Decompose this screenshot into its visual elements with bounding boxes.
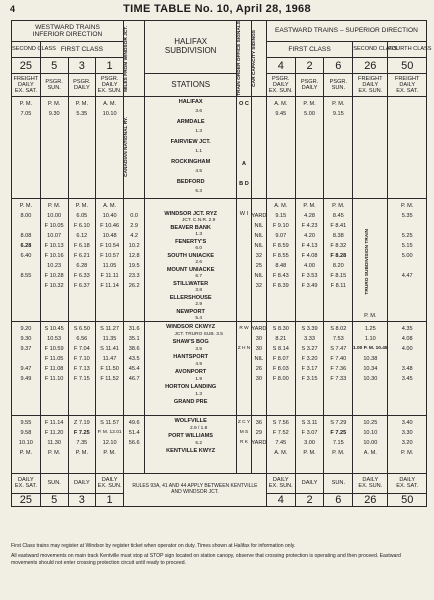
subdivision-vertical-label: CANADIAN NATIONAL RY. — [123, 96, 144, 198]
east-first-class: FIRST CLASS — [266, 41, 352, 57]
station-name: WINDSOR CKWYZ — [166, 323, 216, 330]
train-type: PSGR. SUN. — [40, 74, 68, 97]
car-capacity-header: CAR CAPACITY SIDINGS — [251, 21, 266, 97]
train-number: 6 — [324, 58, 353, 74]
station-name: ARMDALE — [176, 119, 205, 126]
page-number: 4 — [10, 4, 16, 14]
section-halifax-bedford: P. M. 7.05 P. M. 9.30 P. M. 5.35 A. M. 10.10 CANADIAN NATIONAL RY. HALIFAX 3.6 ARMDALE 1.3 FAIRVIEW JCT. 1.1 ROCKINGHAM 4.5 BEDFORD 5.3 O C A B D A. M. 9.45 P. M. 5.00 P. M. 9.15 — [12, 96, 427, 198]
stations-header: STATIONS — [145, 74, 237, 97]
train-number: 25 — [12, 493, 41, 506]
train-type: SUN. — [40, 473, 68, 493]
rules-note: RULES 93A, 41 AND 44 APPLY BETWEEN KENTVILLE AND WINDSOR JCT. — [123, 473, 266, 506]
west-first-class: FIRST CLASS — [40, 41, 123, 57]
train-number: 4 — [266, 493, 295, 506]
halifax-subdivision: HALIFAX SUBDIVISION — [145, 21, 237, 74]
westward-header: WESTWARD TRAINS INFERIOR DIRECTION — [12, 21, 124, 42]
station-name: KENTVILLE KWYZ — [166, 447, 216, 454]
station-name: ROCKINGHAM — [171, 159, 211, 166]
train-number: 26 — [353, 58, 388, 74]
train-number: 2 — [295, 58, 324, 74]
station-name: AVONPORT — [175, 368, 207, 375]
station-name: PORT WILLIAMS — [168, 432, 214, 439]
train-type: FREIGHT DAILY EX. SAT. — [12, 74, 41, 97]
east-fourth-class: FOURTH CLASS — [388, 41, 427, 57]
train-type: FREIGHT DAILY EX. SAT. — [388, 74, 427, 97]
station-name: HALIFAX — [178, 99, 203, 106]
train-number: 5 — [40, 58, 68, 74]
section-windsorjct-newport: P. M. 8.00 8.08 6.28 6.40 8.55 P. M. 10.00 F 10.05 10.07 F 10.13 F 10.16 10.23 F 10.28 F 10.32 P. M. 6.05 F 6.10 6.12 F 6.18 F 6.21 6.28 F 6.33 F 6.37 A. M. 10.40 F 10.46 10.48 F 10.54 F 10.57 11.05 F 11.11 F 11.14 0.0 2.9 4.2 10.2 12.8 19.5 23.3 26.2 WINDSOR JCT. RYZ JCT. C.N.R. 2.9 BEAVER BANK 1.3 FENERTY'S 6.0 SOUTH UNIACKE 2.6 MOUNT UNIACKE 6.7 STILLWATER 3.8 ELLERSHOUSE 2.9 NEWPORT 5.4 W I YARD NIL NIL NIL 32 25 NIL 32 A. M. 9.15 F 9.10 9.07 F 8.59 F 8.55 8.48 F 8.43 F 8.39 P. M. 4.28 F 4.23 4.20 F 4.13 F 4.08 4.00 F 3.53 F 3.49 P. M. 8.45 F 8.41 8.38 F 8.32 F 8.28 8.20 F 8.15 F 8.11 TRURO SUBDIVISION TRAIN P. M. P. M. 5.35 5.25 5.15 5.00 4.47 — [12, 198, 427, 321]
stations-list-3: WINDSOR CKWYZ JCT. TRURO SUB. 3.5 SHAW'S BOG 3.5 HANTSPORT 4.9 AVONPORT 1.9 HORTON LANDING 1.3 GRAND PRE — [145, 321, 237, 415]
station-name: BEAVER BANK — [170, 224, 211, 231]
footnote: First Class trains may register at Windsor by register ticket when operator on duty. Times shown at Halifax for information only. — [11, 543, 296, 549]
timetable — [11, 20, 432, 507]
train-number: 50 — [388, 58, 427, 74]
station-name: WOLFVILLE — [174, 417, 207, 424]
truro-subdivision-label: TRURO SUBDIVISION TRAIN P. M. — [353, 198, 388, 321]
stations-list-1: HALIFAX 3.6 ARMDALE 1.3 FAIRVIEW JCT. 1.1 ROCKINGHAM 4.5 BEDFORD 5.3 — [145, 96, 237, 198]
station-name: WINDSOR JCT. RYZ — [164, 210, 217, 217]
train-type: PSGR. DAILY EX. SUN. — [96, 74, 124, 97]
train-number: 1 — [96, 58, 124, 74]
station-name: FAIRVIEW JCT. — [170, 139, 211, 146]
train-number: 4 — [266, 58, 295, 74]
train-number: 3 — [68, 493, 96, 506]
stations-list-4: WOLFVILLE 2.9 / 1.8 PORT WILLIAMS 5.2 KENTVILLE KWYZ — [145, 415, 237, 473]
train-type: FREIGHT DAILY EX. SUN. — [353, 74, 388, 97]
station-name: ELLERSHOUSE — [169, 294, 212, 301]
station-name: SOUTH UNIACKE — [167, 252, 214, 259]
stations-list-2: WINDSOR JCT. RYZ JCT. C.N.R. 2.9 BEAVER BANK 1.3 FENERTY'S 6.0 SOUTH UNIACKE 2.6 MOUNT UNIACKE 6.7 STILLWATER 3.8 ELLERSHOUSE 2.9 NEWPORT 5.4 — [145, 198, 237, 321]
station-name: HANTSPORT — [173, 353, 209, 360]
station-name: HORTON LANDING — [165, 383, 217, 390]
east-second-class: SECOND CLASS — [353, 41, 388, 57]
train-number: 5 — [40, 493, 68, 506]
train-type: PSGR. DAILY — [68, 74, 96, 97]
train-type: PSGR. DAILY — [295, 74, 324, 97]
station-name: GRAND PRE — [173, 398, 208, 405]
train-number: 50 — [388, 493, 427, 506]
station-name: FENERTY'S — [175, 238, 207, 245]
train-number: 6 — [324, 493, 353, 506]
footnote: All eastward movements on main track Kentville must stop at STOP sign located on station canopy, observe that crossing protection is operating and then proceed. Eastward movements should not enter crossing protection circuit until ready to proceed. — [11, 552, 401, 566]
train-type: DAILY — [295, 473, 324, 493]
miles-header: MILES FROM WINDSOR JCT. — [123, 21, 144, 97]
station-name: BEDFORD — [176, 179, 205, 186]
section-wolfville-kentville: 9.55 9.58 10.10 P. M. F 11.14 F 11.20 11.30 P. M. Z 7.19 F 7.25 7.35 P. M. S 11.57 P. M. 12.01 12.10 P. M. 49.6 51.4 56.6 WOLFVILLE 2.9 / 1.8 PORT WILLIAMS 5.2 KENTVILLE KWYZ Z C Y M S R K 36 29 YARD S 7.56 F 7.52 7.45 A. M. S 3.11 F 3.07 3.00 P. M. S 7.29 F 7.25 7.15 P. M. 10.25 10.10 10.00 A. M. 3.40 3.30 3.20 P. M. — [12, 415, 427, 473]
station-name: SHAW'S BOG — [172, 338, 209, 345]
train-number: 26 — [353, 493, 388, 506]
train-type: PSGR. SUN. — [324, 74, 353, 97]
train-type: SUN. — [324, 473, 353, 493]
footnotes — [11, 543, 427, 570]
eastward-header: EASTWARD TRAINS – SUPERIOR DIRECTION — [266, 21, 426, 42]
train-type: DAILY EX. SUN. — [96, 473, 124, 493]
train-type: DAILY EX. SAT. — [12, 473, 41, 493]
west-second-class: SECOND CLASS — [12, 41, 41, 57]
train-number: 3 — [68, 58, 96, 74]
station-name: STILLWATER — [173, 280, 209, 287]
page-title: TIME TABLE No. 10, April 28, 1968 — [123, 3, 311, 15]
train-number: 25 — [12, 58, 41, 74]
train-number: 2 — [295, 493, 324, 506]
train-type: DAILY EX. SAT. — [388, 473, 427, 493]
train-type: DAILY EX. SUN. — [266, 473, 295, 493]
train-type: DAILY EX. SUN. — [353, 473, 388, 493]
train-type: PSGR. DAILY EX. SUN. — [266, 74, 295, 97]
train-order-header: TRAIN ORDER OFFICE SIGNALS — [237, 21, 252, 97]
section-windsor-grandpre: 9.20 9.30 9.37 9.47 9.49 S 10.45 10.53 F 10.59 F 11.05 F 11.08 F 11.10 S 6.50 6.56 F 7.04 F 7.10 F 7.13 F 7.15 S 11.27 11.35 S 11.41 11.47 F 11.50 F 11.52 31.6 35.1 38.6 43.5 45.4 46.7 WINDSOR CKWYZ JCT. TRURO SUB. 3.5 SHAW'S BOG 3.5 HANTSPORT 4.9 AVONPORT 1.9 HORTON LANDING 1.3 GRAND PRE R W Z H N YARD 30 30 NIL 26 30 S 8.30 8.21 S 8.14 F 8.07 F 8.03 F 8.00 S 3.39 3.33 S 3.27 F 3.20 F 3.17 F 3.15 S 8.02 7.53 S 7.47 F 7.40 F 7.36 F 7.33 1.25 1.10 1.00 P. M. 10.45 10.38 10.34 10.30 4.35 4.08 4.00 3.48 3.45 — [12, 321, 427, 415]
station-name: NEWPORT — [176, 308, 205, 315]
train-number: 1 — [96, 493, 124, 506]
station-name: MOUNT UNIACKE — [166, 266, 215, 273]
train-type: DAILY — [68, 473, 96, 493]
